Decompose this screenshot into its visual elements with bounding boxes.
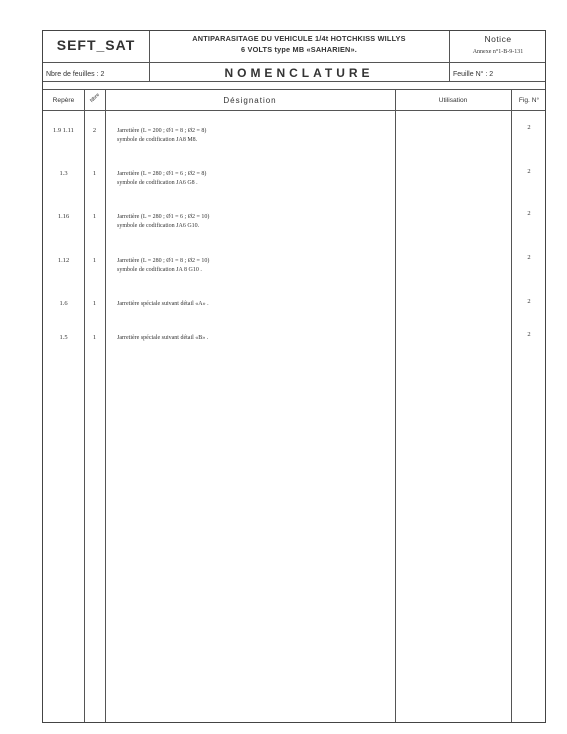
- row-figure: 2: [527, 210, 531, 217]
- document-title: [149, 33, 449, 55]
- column-line-nombre: [105, 89, 106, 722]
- nomenclature-sheet: [42, 30, 546, 723]
- column-gap-divider: [43, 89, 545, 90]
- row-repere: 1.16: [57, 213, 70, 220]
- column-line-designation: [395, 89, 396, 722]
- row-designation: [117, 213, 209, 230]
- row-designation-line1: Jarretière spéciale suivant détail «B» .: [117, 335, 209, 341]
- organization-name: SEFT_SAT: [56, 37, 136, 53]
- row-designation-line2: symbole de codification JA6 G10.: [117, 222, 200, 229]
- row-figure: 2: [527, 124, 531, 131]
- column-header-divider: [43, 110, 545, 111]
- row-designation: [117, 127, 206, 144]
- row-designation: [117, 170, 206, 187]
- row-designation: [117, 334, 208, 343]
- row-figure: 2: [527, 298, 531, 305]
- row-repere: 1.12: [57, 257, 70, 264]
- row-quantity: 2: [92, 127, 97, 134]
- row-repere: 1.9 1.11: [53, 127, 74, 134]
- row-figure: 2: [527, 254, 531, 261]
- row-quantity: 1: [92, 334, 97, 341]
- subheader-divider: [43, 81, 545, 82]
- row-repere: 1.6: [59, 300, 68, 307]
- column-header-nombre: Nbre: [89, 92, 101, 104]
- notice-label: Notice: [484, 34, 512, 44]
- row-quantity: 1: [92, 257, 97, 264]
- row-designation-line1: Jarretière (L = 280 ; Ø1 = 6 ; Ø2 = 8): [117, 171, 207, 177]
- column-header-designation: Désignation: [223, 96, 277, 105]
- row-designation-line2: symbole de codification JA8 M8.: [117, 136, 198, 143]
- sheet-number: Feuille N° : 2: [453, 71, 494, 78]
- row-repere: 1.3: [59, 170, 68, 177]
- column-header-utilisation: Utilisation: [438, 97, 468, 104]
- row-repere: 1.5: [59, 334, 68, 341]
- annex-number: Annexe n°1-B-9-131: [472, 49, 524, 55]
- row-designation: [117, 300, 209, 309]
- section-title: NOMENCLATURE: [224, 66, 374, 80]
- document-title-line2: 6 VOLTS type MB «SAHARIEN».: [241, 45, 357, 54]
- column-line-repere: [84, 89, 85, 722]
- column-line-utilisation: [511, 89, 512, 722]
- row-figure: 2: [527, 168, 531, 175]
- row-quantity: 1: [92, 300, 97, 307]
- row-designation: [117, 257, 209, 274]
- row-designation-line2: symbole de codification JA6 G8 .: [117, 179, 198, 186]
- row-figure: 2: [527, 331, 531, 338]
- row-quantity: 1: [92, 213, 97, 220]
- row-designation-line1: Jarretière (L = 280 ; Ø1 = 8 ; Ø2 = 10): [117, 258, 210, 264]
- header-divider: [43, 62, 545, 63]
- row-designation-line1: Jarretière spéciale suivant détail «A» .: [117, 301, 209, 307]
- row-quantity: 1: [92, 170, 97, 177]
- column-header-fig: Fig. N°: [518, 97, 540, 104]
- column-header-repere: Repère: [52, 97, 75, 104]
- document-title-line1: ANTIPARASITAGE DU VEHICULE 1/4t HOTCHKISS WILLYS: [192, 34, 406, 43]
- sheet-count: Nbre de feuilles : 2: [46, 71, 105, 78]
- row-designation-line1: Jarretière (L = 280 ; Ø1 = 6 ; Ø2 = 10): [117, 214, 210, 220]
- row-designation-line2: symbole de codification JA 8 G10 .: [117, 266, 202, 273]
- row-designation-line1: Jarretière (L = 200 ; Ø1 = 8 ; Ø2 = 8): [117, 128, 207, 134]
